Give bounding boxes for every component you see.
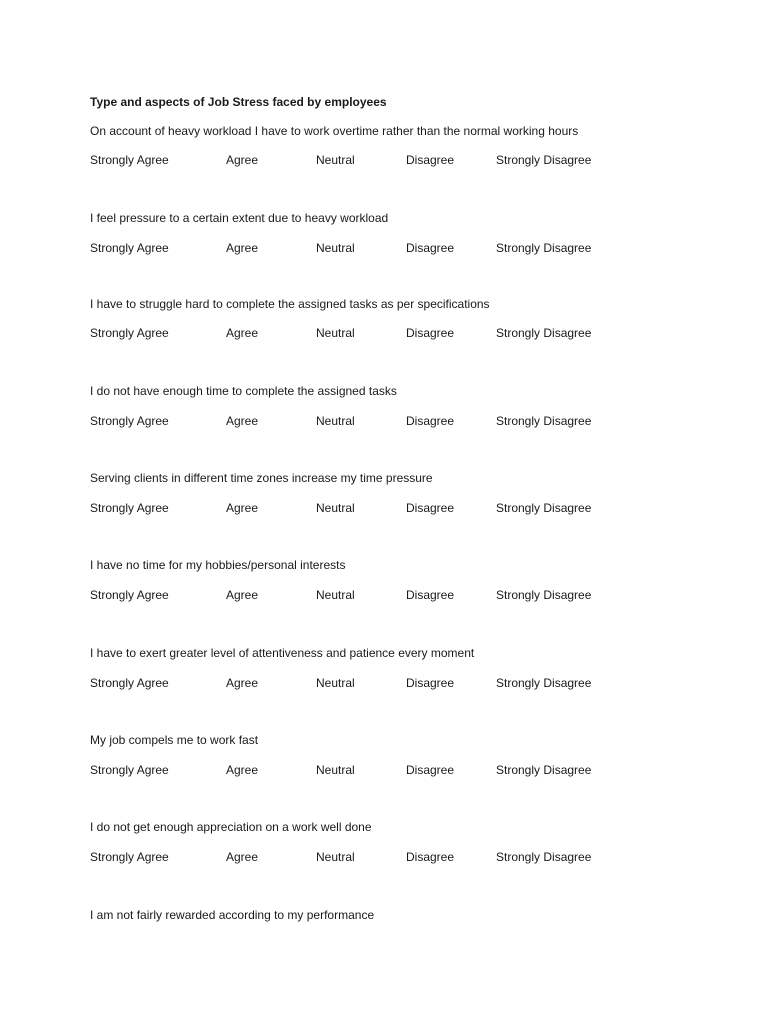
option-agree: Agree (226, 588, 259, 602)
option-strongly-agree: Strongly Agree (90, 414, 169, 428)
question-7: I have to exert greater level of attentiveness and patience every moment (90, 646, 475, 660)
option-strongly-disagree: Strongly Disagree (496, 501, 592, 515)
options-row-6 (0, 588, 768, 602)
question-9: I do not get enough appreciation on a work well done (90, 820, 372, 834)
document-title: Type and aspects of Job Stress faced by employees (90, 95, 387, 109)
option-neutral: Neutral (316, 676, 355, 690)
question-4: I do not have enough time to complete the assigned tasks (90, 384, 397, 398)
option-disagree: Disagree (406, 414, 455, 428)
question-3: I have to struggle hard to complete the assigned tasks as per specifications (90, 297, 490, 311)
option-neutral: Neutral (316, 326, 355, 340)
option-strongly-disagree: Strongly Disagree (496, 241, 592, 255)
option-disagree: Disagree (406, 850, 455, 864)
options-row-5 (0, 501, 768, 515)
option-strongly-agree: Strongly Agree (90, 676, 169, 690)
option-strongly-agree: Strongly Agree (90, 326, 169, 340)
options-row-2 (0, 241, 768, 255)
option-strongly-agree: Strongly Agree (90, 588, 169, 602)
option-strongly-agree: Strongly Agree (90, 763, 169, 777)
option-disagree: Disagree (406, 153, 455, 167)
option-disagree: Disagree (406, 326, 455, 340)
options-row-8 (0, 763, 768, 777)
option-agree: Agree (226, 501, 259, 515)
option-strongly-disagree: Strongly Disagree (496, 414, 592, 428)
option-strongly-disagree: Strongly Disagree (496, 676, 592, 690)
option-agree: Agree (226, 763, 259, 777)
option-strongly-disagree: Strongly Disagree (496, 588, 592, 602)
option-disagree: Disagree (406, 676, 455, 690)
option-strongly-disagree: Strongly Disagree (496, 850, 592, 864)
option-agree: Agree (226, 241, 259, 255)
option-agree: Agree (226, 850, 259, 864)
option-neutral: Neutral (316, 850, 355, 864)
question-1: On account of heavy workload I have to work overtime rather than the normal working hours (90, 124, 579, 138)
options-row-7 (0, 676, 768, 690)
question-6: I have no time for my hobbies/personal interests (90, 558, 346, 572)
option-agree: Agree (226, 414, 259, 428)
option-strongly-disagree: Strongly Disagree (496, 153, 592, 167)
option-strongly-disagree: Strongly Disagree (496, 763, 592, 777)
option-strongly-agree: Strongly Agree (90, 501, 169, 515)
options-row-3 (0, 326, 768, 340)
question-8: My job compels me to work fast (90, 733, 259, 747)
option-agree: Agree (226, 326, 259, 340)
option-disagree: Disagree (406, 588, 455, 602)
question-5: Serving clients in different time zones increase my time pressure (90, 471, 433, 485)
option-neutral: Neutral (316, 588, 355, 602)
option-disagree: Disagree (406, 241, 455, 255)
options-row-1 (0, 153, 768, 167)
option-agree: Agree (226, 153, 259, 167)
option-neutral: Neutral (316, 763, 355, 777)
options-row-4 (0, 414, 768, 428)
options-row-9 (0, 850, 768, 864)
option-agree: Agree (226, 676, 259, 690)
option-neutral: Neutral (316, 153, 355, 167)
option-neutral: Neutral (316, 501, 355, 515)
option-strongly-agree: Strongly Agree (90, 850, 169, 864)
option-strongly-disagree: Strongly Disagree (496, 326, 592, 340)
option-disagree: Disagree (406, 501, 455, 515)
option-strongly-agree: Strongly Agree (90, 241, 169, 255)
option-disagree: Disagree (406, 763, 455, 777)
option-strongly-agree: Strongly Agree (90, 153, 169, 167)
option-neutral: Neutral (316, 414, 355, 428)
question-2: I feel pressure to a certain extent due to heavy workload (90, 211, 389, 225)
option-neutral: Neutral (316, 241, 355, 255)
question-10: I am not fairly rewarded according to my performance (90, 908, 375, 922)
